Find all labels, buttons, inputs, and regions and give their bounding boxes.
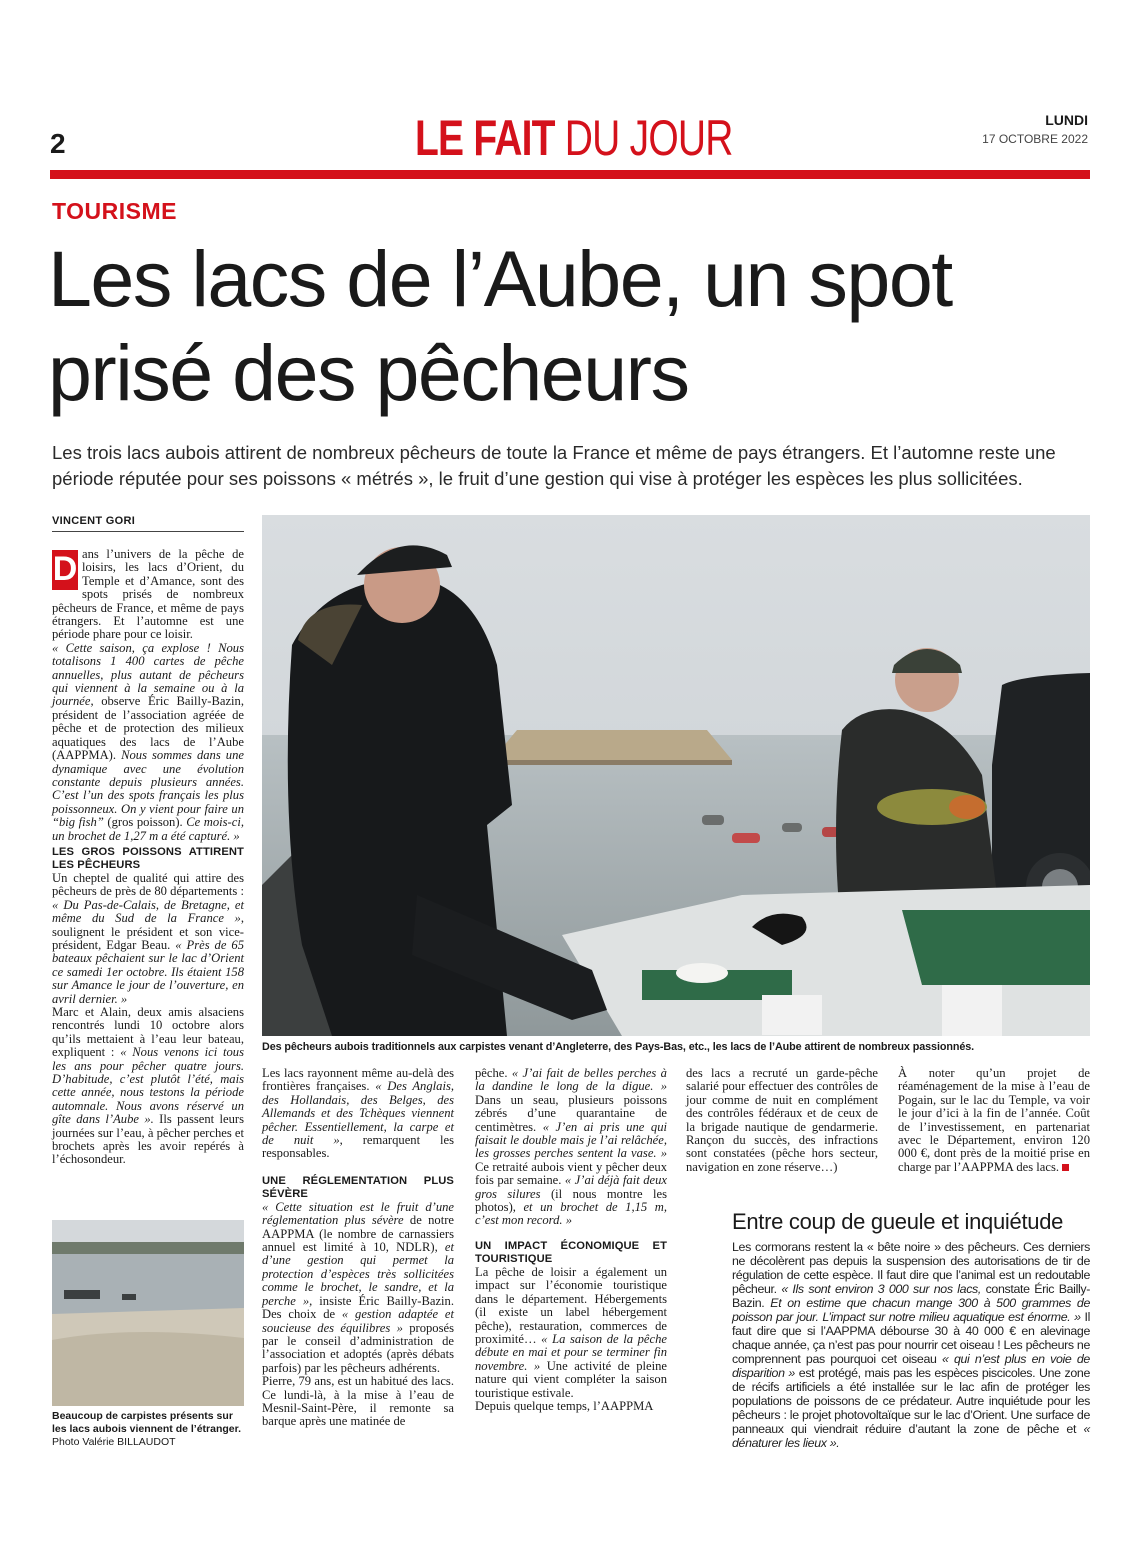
text: Les lacs rayonnent même au-delà des frontières françaises.: [262, 1066, 454, 1094]
quote: Ce mois-ci, un brochet de 1,27 m a été capturé. »: [52, 815, 244, 843]
quote: « J’ai fait de belles perches à la dandine le long de la digue. »: [475, 1066, 667, 1094]
text: Un cheptel de qualité qui attire des pêcheurs de près de 80 départements :: [52, 870, 244, 899]
quote: « dénaturer les lieux ».: [732, 1422, 1090, 1450]
subheading: UNE RÉGLEMENTATION PLUS SÉVÈRE: [262, 1174, 454, 1200]
sidebar-body: [732, 1240, 1090, 1450]
quote: « gestion adaptée et soucieuse des équilibres »: [262, 1307, 454, 1335]
quote: « Cette situation est le fruit d’une réglementation plus sévère: [262, 1199, 454, 1228]
quote: « Près de 65 bateaux pêchaient sur le lac d’Orient ce samedi 1er octobre. Ils étaient 158 sur Amance le jour de l’ouverture, en avril dernier. »: [52, 937, 244, 1006]
quote: Nous sommes dans une dynamique avec une évolution constante depuis plusieurs années. C’est l’un des spots français les plus poissonneux. On y vient pour faire un “big fish”: [52, 748, 244, 830]
text: est protégé, mais pas les espèces piscicoles. Une zone de récifs artificiels a été installée sur le lac afin de protéger les populations de poissons de ce prédateur. Autre inquiétude pour les pêcheurs : le projet photovoltaïque sur le lac d’Orient. Une surface de panneaux qui viendrait réduire d’autant la zone de pêche et: [732, 1366, 1090, 1436]
main-photo-caption: Des pêcheurs aubois traditionnels aux carpistes venant d’Angleterre, des Pays-Bas, etc., les lacs de l’Aube attirent de nombreux passionnés.: [262, 1041, 975, 1053]
paragraph: des lacs a recruté un garde-pêche salarié pour effectuer des contrôles de jour comme de nuit en complément des contrôles fédéraux et de ceux de la brigade nautique de gendarmerie. Rançon du succès, des infractions sont constatées (pêche hors secteur, navigation en zone réserve…): [686, 1066, 878, 1174]
text: , soulignent le président et son vice-président, Edgar Beau.: [52, 911, 244, 952]
article-column-3: [475, 1067, 667, 1413]
text: Pierre, 79 ans, est un habitué des lacs. Ce lundi-là, à la mise à l’eau de Mesnil-Saint-Père, il remonte sa barque après une matinée de: [262, 1374, 454, 1429]
quote: « Du Pas-de-Calais, de Bretagne, et même du Sud de la France »: [52, 897, 244, 926]
byline: VINCENT GORI: [52, 515, 136, 527]
end-mark-icon: [1062, 1164, 1069, 1171]
article-column-2: [262, 1067, 454, 1429]
sidebar-title: Entre coup de gueule et inquiétude: [732, 1209, 1064, 1234]
article-column-4: [686, 1067, 878, 1174]
text: Ce retraité aubois vient y pêcher deux fois par semaine.: [475, 1159, 667, 1188]
photo-credit: Photo Valérie BILLAUDOT: [52, 1436, 176, 1448]
caption-text: Beaucoup de carpistes présents sur les lacs aubois viennent de l’étranger.: [52, 1410, 242, 1435]
date-day: LUNDI: [1045, 112, 1088, 128]
text: constate Éric Bailly-Bazin.: [732, 1282, 1090, 1310]
text: Depuis quelque temps, l’AAPPMA: [475, 1398, 654, 1413]
text: La pêche de loisir a également un impact sur l’économie touristique dans le département. Hébergements (il existe un label hébergement pêche), restauration, commerces de proximité…: [475, 1264, 667, 1346]
quote: Et on estime que chacun mange 300 à 500 grammes de poisson par jour. L’impact sur notre milieu aquatique est énorme. »: [732, 1296, 1090, 1324]
text: de notre AAPPMA (le nombre de carnassiers annuel est limité à 10, NDLR),: [262, 1213, 455, 1255]
text: Une activité de pleine nature qui vient compléter la saison touristique estivale.: [475, 1358, 667, 1400]
kicker: TOURISME: [52, 198, 177, 224]
paragraph: ans l’univers de la pêche de loisirs, les lacs d’Orient, du Temple et d’Amance, sont des spots prisés de nombreux pêcheurs de France, et même de pays étrangers. Et l’automne est une période phare pour ce loisir.: [52, 547, 244, 642]
quote: « Ils sont environ 3 000 sur nos lacs,: [781, 1282, 981, 1296]
headline: Les lacs de l’Aube, un spot prisé des pêcheurs: [48, 234, 952, 417]
standfirst: Les trois lacs aubois attirent de nombreux pêcheurs de toute la France et même de pays étrangers. Et l’automne reste une période réputée pour ses poissons « métrés », le fruit d’une gestion qui vise à protéger les espèces les plus sollicitées.: [52, 442, 1056, 489]
dropcap: D: [52, 550, 78, 588]
text: (gros poisson).: [103, 815, 187, 830]
quote: « J’en ai pris une qui faisait le double mais je l’ai relâchée, les grosses perches sentent la vase. »: [475, 1119, 667, 1161]
quote: « Des Anglais, des Hollandais, des Belges, des Allemands et des Tchèques viennent pêcher. Essentiellement, la carpe et de nuit »: [262, 1079, 454, 1148]
subheading: UN IMPACT ÉCONOMIQUE ET TOURISTIQUE: [475, 1239, 667, 1265]
quote: « Cette saison, ça explose ! Nous totalisons 1 400 cartes de pêche annuelles, plus autant de pêcheurs qui viennent à la semaine ou à la journée,: [52, 640, 244, 709]
subheading: LES GROS POISSONS ATTIRENT LES PÊCHEURS: [52, 845, 244, 871]
text: pêche.: [475, 1066, 512, 1080]
text: proposés par le conseil d’administration de l’association et adoptés (après débats parfois) par les pêcheurs adhérents.: [262, 1320, 454, 1375]
byline-rule: [52, 531, 244, 532]
quote: « Nous venons ici tous les ans pour pêcher quatre jours. D’habitude, c’est plutôt l’été, mais cette année, nous testons la période automnale. Nous avons réservé un gîte dans l’Aube ».: [52, 1045, 244, 1127]
quote: « J’ai déjà fait deux gros silures: [475, 1173, 667, 1201]
quote: « La saison de la pêche débute en mai et pour se terminer fin novembre. »: [475, 1331, 668, 1373]
header-rule: [50, 170, 1090, 179]
text: observe Éric Bailly-Bazin, président de l’association agréée de pêche et de protection des milieux aquatiques des lacs de l’Aube (AAPPMA).: [52, 694, 244, 763]
text: (il nous montre les photos),: [475, 1186, 667, 1215]
text: Il faut dire que si l’AAPPMA débourse 30 à 40 000 € en alevinage chaque année, ça n’est pas pour nourrir cet oiseau ! Les pêcheurs ne comprennent pas pourquoi cet oiseau: [732, 1310, 1090, 1366]
page-number: 2: [50, 128, 66, 159]
rubric-bold: LE FAIT: [415, 110, 555, 166]
text: Ils passent leurs journées sur l’eau, à pêcher perches et brochets après les avoir repérés à l’échosondeur.: [52, 1112, 245, 1167]
quote: et d’une gestion qui permet la protection d’espèces très sollicitées comme le brochet, le sandre, et la perche »: [262, 1240, 454, 1308]
quote: et un brochet de 1,15 m, c’est mon record. »: [475, 1200, 667, 1228]
article-column-1: [52, 548, 244, 1167]
text: Les cormorans restent la « bête noire » des pêcheurs. Ces derniers ne décolèrent pas depuis la suspension des autorisations de tir de régulation de cette espèce. Il faut dire que l’animal est un redoutable pêcheur.: [732, 1240, 1090, 1296]
rubric-light: DU JOUR: [564, 110, 733, 166]
paragraph: À noter qu’un projet de réaménagement de la mise à l’eau de Pogain, sur le lac du Temple, va voir le jour d’ici à la fin de l’année. Coût de l’investissement, en partenariat avec le Département, environ 120 000 €, dont près de la moitié prise en charge par l’AAPPMA des lacs.: [898, 1066, 1090, 1174]
text: , remarquent les responsables.: [262, 1133, 455, 1161]
text: Marc et Alain, deux amis alsaciens rencontrés lundi 10 octobre alors qu’ils mettaient à l’eau leur bateau, expliquent :: [52, 1005, 244, 1060]
main-photo: [262, 515, 1090, 1036]
secondary-photo-caption: [52, 1410, 244, 1449]
quote: « qui n’est plus en voie de disparition »: [732, 1352, 1090, 1380]
date-full: 17 OCTOBRE 2022: [982, 132, 1088, 146]
secondary-photo: [52, 1220, 244, 1406]
text: Dans un seau, plusieurs poissons zébrés d’une quarantaine de centimètres.: [475, 1092, 667, 1134]
text: , insiste Éric Bailly-Bazin. Des choix de: [262, 1293, 454, 1322]
section-rubric: [415, 108, 733, 168]
article-column-5: [898, 1067, 1090, 1174]
